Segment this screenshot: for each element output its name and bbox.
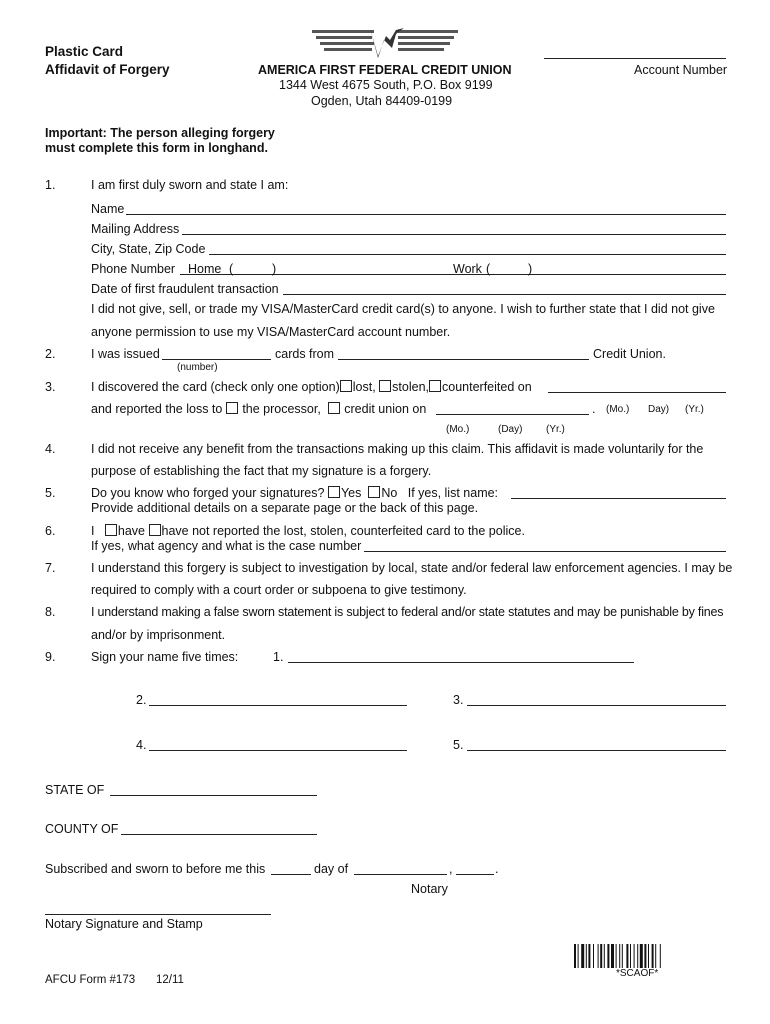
item-2-number: 2.	[45, 347, 56, 361]
state-of-field[interactable]	[110, 795, 317, 796]
cards-number-field[interactable]	[162, 359, 271, 360]
date-period: .	[495, 862, 499, 876]
important-note-2: must complete this form in longhand.	[45, 141, 268, 155]
home-paren-close: )	[272, 262, 277, 276]
item-8-text-1: I understand making a false sworn statement is subject to federal and/or state statutes and may be punishable by fines	[91, 605, 724, 619]
mailing-address-field[interactable]	[182, 234, 726, 235]
number-hint: (number)	[177, 362, 218, 373]
county-of-field[interactable]	[121, 834, 317, 835]
lost-label: lost,	[352, 380, 376, 394]
home-phone-label: Home	[188, 262, 222, 276]
stolen-checkbox[interactable]	[379, 380, 391, 392]
discovered-date-field[interactable]	[548, 392, 726, 393]
item-4-number: 4.	[45, 442, 56, 456]
day-of-label: day of	[314, 862, 349, 876]
phone-number-label: Phone Number	[91, 262, 176, 276]
notary-label: Notary	[411, 882, 448, 896]
credit-union-checkbox[interactable]	[328, 402, 340, 414]
item-7-text-1: I understand this forgery is subject to investigation by local, state and/or federal law enforcement agencies. I may be	[91, 561, 733, 575]
org-name: AMERICA FIRST FEDERAL CREDIT UNION	[258, 63, 512, 77]
item-1-intro: I am first duly sworn and state I am:	[91, 178, 289, 192]
signature-3-label: 3.	[453, 693, 464, 707]
stolen-label: stolen,	[392, 380, 430, 394]
subscribed-label: Subscribed and sworn to before me this	[45, 862, 266, 876]
list-name-label: If yes, list name:	[407, 486, 499, 500]
counterfeited-checkbox[interactable]	[429, 380, 441, 392]
item-6-i: I	[91, 524, 95, 538]
eagle-logo-icon	[312, 26, 458, 60]
have-not-label: have not reported the lost, stolen, counterfeited card to the police.	[161, 524, 525, 538]
month-hint-2: (Mo.)	[446, 424, 470, 435]
yes-label: Yes	[340, 486, 362, 500]
processor-label: the processor,	[242, 402, 321, 416]
home-paren-open: (	[229, 262, 234, 276]
sworn-day-field[interactable]	[271, 874, 311, 875]
signature-3-field[interactable]	[467, 705, 726, 706]
date-comma: ,	[449, 862, 453, 876]
sworn-year-field[interactable]	[456, 874, 494, 875]
reported-date-field[interactable]	[436, 414, 589, 415]
forger-question: Do you know who forged your signatures?	[91, 486, 325, 500]
discovered-label: I discovered the card (check only one option)	[91, 380, 340, 394]
work-paren-close: )	[528, 262, 533, 276]
month-hint: (Mo.)	[606, 404, 630, 415]
work-paren-open: (	[486, 262, 491, 276]
year-hint: (Yr.)	[685, 404, 704, 415]
credit-union-label: Credit Union.	[593, 347, 666, 361]
item-9-number: 9.	[45, 650, 56, 664]
state-of-label: STATE OF	[45, 783, 105, 797]
date-first-fraud-field[interactable]	[283, 294, 726, 295]
signature-1-field[interactable]	[288, 662, 634, 663]
item-7-number: 7.	[45, 561, 56, 575]
city-state-zip-field[interactable]	[209, 254, 726, 255]
signature-5-field[interactable]	[467, 750, 726, 751]
item-5-number: 5.	[45, 486, 56, 500]
item-6-number: 6.	[45, 524, 56, 538]
item-4-text-1: I did not receive any benefit from the transactions making up this claim. This affidavit is made voluntarily for the	[91, 442, 704, 456]
item-3-number: 3.	[45, 380, 56, 394]
sworn-month-field[interactable]	[354, 874, 447, 875]
account-number-label: Account Number	[634, 63, 728, 77]
no-label: No	[381, 486, 398, 500]
issued-label: I was issued	[91, 347, 160, 361]
name-field[interactable]	[126, 214, 726, 215]
account-number-field[interactable]	[544, 58, 726, 59]
date-first-fraud-label: Date of first fraudulent transaction	[91, 282, 279, 296]
item-7-text-2: required to comply with a court order or subpoena to give testimony.	[91, 583, 467, 597]
barcode	[574, 944, 706, 968]
signature-4-label: 4.	[136, 738, 147, 752]
notary-signature-label: Notary Signature and Stamp	[45, 917, 203, 931]
credit-union-on-label: credit union on	[344, 402, 427, 416]
day-hint-2: (Day)	[498, 424, 523, 435]
reported-date-period: .	[592, 402, 596, 416]
notary-signature-field[interactable]	[45, 914, 271, 915]
org-address-2: Ogden, Utah 84409-0199	[311, 94, 453, 108]
form-title: Plastic Card	[45, 44, 124, 59]
have-checkbox[interactable]	[105, 524, 117, 536]
item-4-text-2: purpose of establishing the fact that my signature is a forgery.	[91, 464, 432, 478]
yes-checkbox[interactable]	[328, 486, 340, 498]
issuer-field[interactable]	[338, 359, 589, 360]
barcode-icon	[574, 944, 706, 968]
item-8-text-2: and/or by imprisonment.	[91, 628, 226, 642]
signature-1-label: 1.	[273, 650, 284, 664]
have-not-checkbox[interactable]	[149, 524, 161, 536]
item-1-number: 1.	[45, 178, 56, 192]
day-hint: Day)	[648, 404, 670, 415]
form-number: AFCU Form #173	[45, 974, 136, 986]
mailing-address-label: Mailing Address	[91, 222, 180, 236]
signature-2-field[interactable]	[149, 705, 407, 706]
reported-label: and reported the loss to	[91, 402, 223, 416]
item-1-statement-1: I did not give, sell, or trade my VISA/MasterCard credit card(s) to anyone. I wish to further state that I did not give	[91, 302, 715, 316]
processor-checkbox[interactable]	[226, 402, 238, 414]
form-subtitle: Affidavit of Forgery	[45, 62, 170, 77]
forger-name-field[interactable]	[511, 498, 726, 499]
have-label: have	[117, 524, 146, 538]
cards-from-label: cards from	[275, 347, 335, 361]
sign-label: Sign your name five times:	[91, 650, 239, 664]
item-5-text-2: Provide additional details on a separate page or the back of this page.	[91, 501, 479, 515]
logo	[312, 26, 458, 60]
item-1-statement-2: anyone permission to use my VISA/MasterCard account number.	[91, 325, 451, 339]
county-of-label: COUNTY OF	[45, 822, 119, 836]
signature-4-field[interactable]	[149, 750, 407, 751]
form-date: 12/11	[156, 974, 184, 986]
agency-case-field[interactable]	[364, 551, 726, 552]
lost-checkbox[interactable]	[340, 380, 352, 392]
work-phone-label: Work	[453, 262, 482, 276]
counterfeited-label: counterfeited on	[442, 380, 532, 394]
agency-label: If yes, what agency and what is the case number	[91, 539, 362, 553]
name-label: Name	[91, 202, 125, 216]
org-address-1: 1344 West 4675 South, P.O. Box 9199	[279, 78, 493, 92]
city-state-zip-label: City, State, Zip Code	[91, 242, 206, 256]
signature-5-label: 5.	[453, 738, 464, 752]
signature-2-label: 2.	[136, 693, 147, 707]
no-checkbox[interactable]	[368, 486, 380, 498]
barcode-text: *SCAOF*	[616, 968, 659, 979]
item-8-number: 8.	[45, 605, 56, 619]
year-hint-2: (Yr.)	[546, 424, 565, 435]
important-note-1: Important: The person alleging forgery	[45, 126, 275, 140]
